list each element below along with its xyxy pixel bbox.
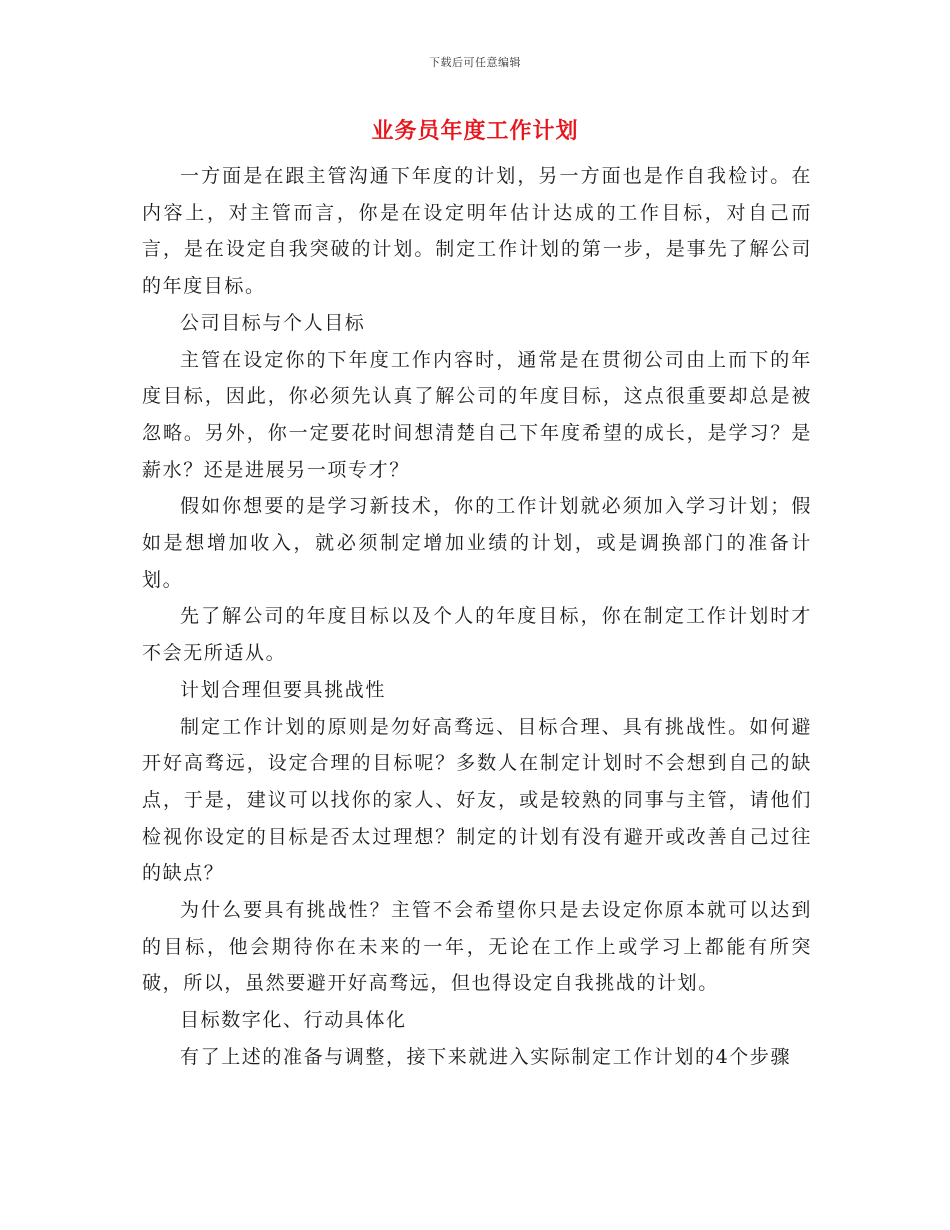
section-heading-company-personal-goals: 公司目标与个人目标 — [180, 311, 366, 334]
document-body — [142, 158, 812, 1076]
paragraph-planning-principles: 制定工作计划的原则是勿好高骛远、目标合理、具有挑战性。如何避开好高骛远，设定合理的目标呢？多数人在制定计划时不会想到自己的缺点，于是，建议可以找你的家人、好友，或是较熟的同事与主管，请他们检视你设定的目标是否太过理想？制定的计划有没有避开或改善自己过往的缺点？ — [142, 715, 812, 885]
header-note: 下载后可任意编辑 — [429, 56, 521, 69]
paragraph-understand-goals: 先了解公司的年度目标以及个人的年度目标，你在制定工作计划时才不会无所适从。 — [142, 605, 812, 665]
section-heading-quantify-goals: 目标数字化、行动具体化 — [180, 1009, 407, 1032]
section-heading-reasonable-challenging: 计划合理但要具挑战性 — [180, 678, 387, 701]
paragraph-intro: 一方面是在跟主管沟通下年度的计划，另一方面也是作自我检讨。在内容上，对主管而言，你是在设定明年估计达成的工作目标，对自己而言，是在设定自我突破的计划。制定工作计划的第一步，是事先了解公司的年度目标。 — [142, 165, 812, 298]
paragraph-why-challenging: 为什么要具有挑战性？主管不会希望你只是去设定你原本就可以达到的目标，他会期待你在未来的一年，无论在工作上或学习上都能有所突破，所以，虽然要避开好高骛远，但也得设定自我挑战的计划。 — [142, 899, 812, 995]
paragraph-four-steps: 有了上述的准备与调整，接下来就进入实际制定工作计划的4个步骤 — [180, 1045, 792, 1068]
paragraph-learning-plan: 假如你想要的是学习新技术，你的工作计划就必须加入学习计划；假如是想增加收入，就必须制定增加业绩的计划，或是调换部门的准备计划。 — [142, 495, 812, 591]
paragraph-company-goals: 主管在设定你的下年度工作内容时，通常是在贯彻公司由上而下的年度目标，因此，你必须先认真了解公司的年度目标，这点很重要却总是被忽略。另外，你一定要花时间想清楚自己下年度希望的成长，是学习？是薪水？还是进展另一项专才？ — [142, 348, 812, 481]
document-title: 业务员年度工作计划 — [371, 118, 579, 144]
